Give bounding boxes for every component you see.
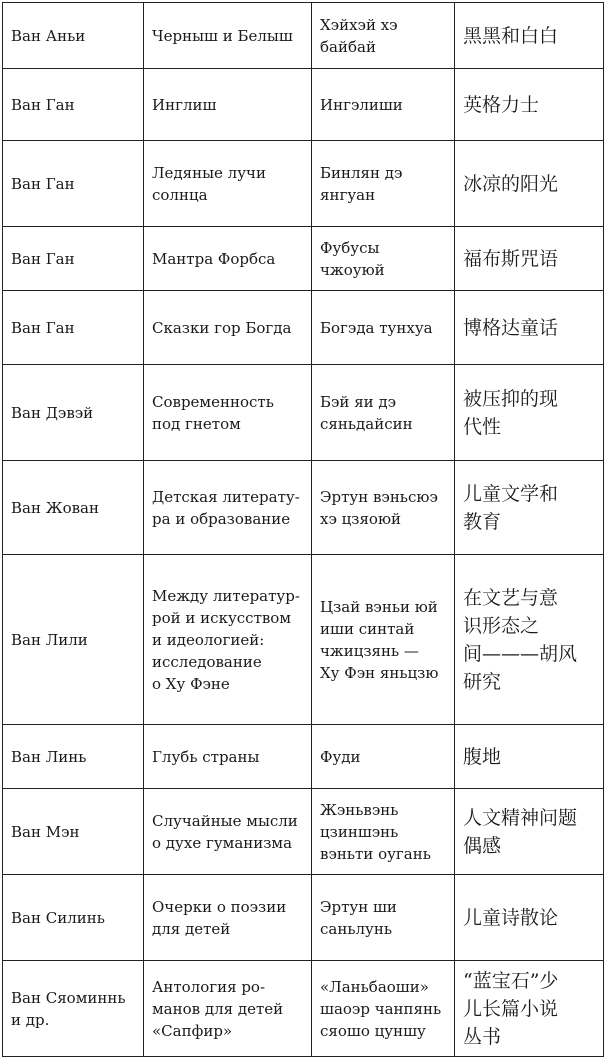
author-cell: Ван Жован <box>3 461 144 555</box>
chinese-title-cell: 人文精神问题 偶感 <box>455 789 604 875</box>
transliteration-cell: Эртун вэньсюэ хэ цзяоюй <box>312 461 455 555</box>
chinese-title-cell: “蓝宝石”少 儿长篇小说 丛书 <box>455 961 604 1057</box>
table-row <box>3 555 604 725</box>
chinese-title-cell: 冰凉的阳光 <box>455 141 604 227</box>
author-cell: Ван Аньи <box>3 3 144 69</box>
transliteration-cell: Хэйхэй хэ байбай <box>312 3 455 69</box>
russian-title-cell: Инглиш <box>144 69 312 141</box>
transliteration-cell: Цзай вэньи юй иши синтай чжицзянь — Ху Фэн яньцзю <box>312 555 455 725</box>
table-row <box>3 875 604 961</box>
russian-title-cell: Современность под гнетом <box>144 365 312 461</box>
russian-title-cell: Антология ро- манов для детей «Сапфир» <box>144 961 312 1057</box>
transliteration-cell: Фубусы чжоуюй <box>312 227 455 291</box>
chinese-title-cell: 腹地 <box>455 725 604 789</box>
chinese-title-cell: 在文艺与意 识形态之 间———胡风 研究 <box>455 555 604 725</box>
russian-title-cell: Мантра Форбса <box>144 227 312 291</box>
author-cell: Ван Ган <box>3 69 144 141</box>
chinese-title-cell: 博格达童话 <box>455 291 604 365</box>
table-row <box>3 227 604 291</box>
russian-title-cell: Детская литерату- ра и образование <box>144 461 312 555</box>
chinese-title-cell: 英格力士 <box>455 69 604 141</box>
russian-title-cell: Сказки гор Богда <box>144 291 312 365</box>
author-cell: Ван Ган <box>3 291 144 365</box>
russian-title-cell: Очерки о поэзии для детей <box>144 875 312 961</box>
chinese-title-cell: 被压抑的现 代性 <box>455 365 604 461</box>
table-row <box>3 69 604 141</box>
author-cell: Ван Линь <box>3 725 144 789</box>
table-body <box>3 3 604 1057</box>
author-cell: Ван Ган <box>3 227 144 291</box>
table-row <box>3 3 604 69</box>
author-cell: Ван Лили <box>3 555 144 725</box>
chinese-title-cell: 儿童诗散论 <box>455 875 604 961</box>
transliteration-cell: «Ланьбаоши» шаоэр чанпянь сяошо цуншу <box>312 961 455 1057</box>
table-row <box>3 141 604 227</box>
author-cell: Ван Ган <box>3 141 144 227</box>
table-row <box>3 365 604 461</box>
transliteration-cell: Эртун ши саньлунь <box>312 875 455 961</box>
bibliography-table <box>2 2 604 1057</box>
russian-title-cell: Ледяные лучи солнца <box>144 141 312 227</box>
chinese-title-cell: 福布斯咒语 <box>455 227 604 291</box>
table-row <box>3 789 604 875</box>
table-row <box>3 961 604 1057</box>
author-cell: Ван Дэвэй <box>3 365 144 461</box>
author-cell: Ван Сяоминнь и др. <box>3 961 144 1057</box>
russian-title-cell: Глубь страны <box>144 725 312 789</box>
transliteration-cell: Богэда тунхуа <box>312 291 455 365</box>
russian-title-cell: Черныш и Белыш <box>144 3 312 69</box>
transliteration-cell: Жэньвэнь цзиншэнь вэньти оугань <box>312 789 455 875</box>
table-row <box>3 461 604 555</box>
transliteration-cell: Бэй яи дэ сяньдайсин <box>312 365 455 461</box>
transliteration-cell: Бинлян дэ янгуан <box>312 141 455 227</box>
russian-title-cell: Случайные мысли о духе гуманизма <box>144 789 312 875</box>
table-row <box>3 725 604 789</box>
chinese-title-cell: 儿童文学和 教育 <box>455 461 604 555</box>
table-row <box>3 291 604 365</box>
chinese-title-cell: 黑黑和白白 <box>455 3 604 69</box>
transliteration-cell: Фуди <box>312 725 455 789</box>
transliteration-cell: Ингэлиши <box>312 69 455 141</box>
author-cell: Ван Силинь <box>3 875 144 961</box>
russian-title-cell: Между литератур- рой и искусством и идеологией: исследование о Ху Фэне <box>144 555 312 725</box>
author-cell: Ван Мэн <box>3 789 144 875</box>
